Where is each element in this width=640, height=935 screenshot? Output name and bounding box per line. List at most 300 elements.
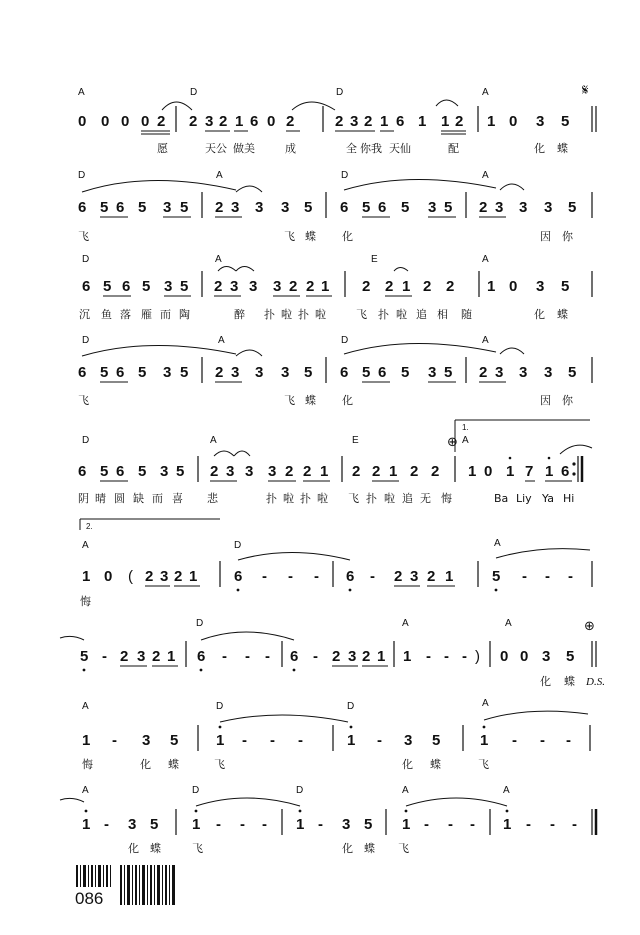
lyric: 化 — [342, 842, 353, 855]
svg-text:3: 3 — [428, 364, 437, 381]
svg-text:5: 5 — [142, 278, 151, 295]
svg-text:3: 3 — [281, 364, 290, 381]
chord-symbol: A — [82, 785, 89, 796]
lyric: 鱼 — [101, 308, 112, 321]
chord-symbol: D — [341, 335, 349, 346]
lyric: 雁 — [141, 308, 152, 321]
chord-symbol: D — [234, 540, 242, 551]
svg-text:3: 3 — [163, 364, 172, 381]
lyric: 蝶 — [305, 394, 316, 407]
lyric: 做美 — [233, 142, 255, 155]
lyric: 化 — [534, 142, 545, 155]
svg-text:2: 2 — [306, 278, 315, 295]
lyric: 圆 — [114, 492, 125, 505]
svg-text:3: 3 — [249, 278, 258, 295]
chord-symbol: A — [402, 785, 409, 796]
chord-symbol: D — [78, 170, 86, 181]
lyric: 飞 — [356, 308, 367, 321]
svg-text:6: 6 — [340, 199, 349, 216]
svg-text:2: 2 — [427, 568, 436, 585]
svg-text:1: 1 — [235, 113, 244, 130]
svg-text:5: 5 — [444, 364, 453, 381]
lyric: 相 — [437, 308, 448, 321]
svg-text:3: 3 — [205, 113, 214, 130]
system-3 — [79, 254, 592, 321]
lyric: 蝶 — [168, 758, 179, 771]
svg-text:1: 1 — [468, 463, 477, 480]
chord-symbol: A — [482, 87, 489, 98]
svg-text:-: - — [265, 648, 270, 665]
svg-text:3: 3 — [536, 113, 545, 130]
svg-text:1: 1 — [167, 648, 176, 665]
chord-symbol: D — [216, 701, 224, 712]
svg-text:2: 2 — [410, 463, 419, 480]
svg-text:0: 0 — [104, 568, 113, 585]
volta-2-label: 2. — [86, 522, 93, 531]
svg-text:5: 5 — [170, 732, 179, 749]
svg-text:2: 2 — [152, 648, 161, 665]
lyric: 扑 — [266, 492, 277, 505]
lyric: 喜 — [172, 492, 183, 505]
svg-text:3: 3 — [350, 113, 359, 130]
lyric: 蝶 — [364, 842, 375, 855]
svg-text:5: 5 — [150, 816, 159, 833]
lyric: 扑 — [264, 308, 275, 321]
svg-text:-: - — [540, 732, 545, 749]
svg-text:6: 6 — [78, 463, 87, 480]
svg-text:-: - — [112, 732, 117, 749]
svg-text:3: 3 — [519, 364, 528, 381]
svg-text:2: 2 — [145, 568, 154, 585]
lyric: 落 — [120, 308, 131, 321]
svg-text:-: - — [448, 816, 453, 833]
svg-text:1: 1 — [506, 463, 515, 480]
svg-text:1: 1 — [192, 816, 201, 833]
lyric: 飞 — [78, 394, 89, 407]
svg-text:5: 5 — [362, 199, 371, 216]
note-row — [78, 456, 582, 482]
svg-text:6: 6 — [197, 648, 206, 665]
svg-text:3: 3 — [137, 648, 146, 665]
svg-text:5: 5 — [138, 364, 147, 381]
svg-text:-: - — [470, 816, 475, 833]
svg-text:2: 2 — [174, 568, 183, 585]
chord-symbol: A — [215, 254, 222, 265]
lyric: 醉 — [234, 308, 245, 321]
svg-text:5: 5 — [100, 199, 109, 216]
coda-sign: ⊕ — [447, 435, 458, 450]
svg-text:0: 0 — [101, 113, 110, 130]
svg-text:-: - — [462, 648, 467, 665]
svg-text:3: 3 — [542, 648, 551, 665]
lyric: 化 — [534, 308, 545, 321]
svg-text:6: 6 — [346, 568, 355, 585]
svg-text:-: - — [102, 648, 107, 665]
svg-text:5: 5 — [561, 278, 570, 295]
svg-text:5: 5 — [492, 568, 501, 585]
lyric: 飞 — [398, 842, 409, 855]
lyric: 缺 — [133, 492, 144, 505]
lyric: 晴 — [95, 492, 106, 505]
svg-text:5: 5 — [103, 278, 112, 295]
svg-text:-: - — [550, 816, 555, 833]
svg-text:3: 3 — [255, 199, 264, 216]
lyric: 而 — [152, 492, 163, 505]
svg-text:2: 2 — [286, 113, 295, 130]
svg-text:2: 2 — [455, 113, 464, 130]
system-7 — [60, 618, 605, 688]
svg-text:2: 2 — [120, 648, 129, 665]
svg-text:3: 3 — [428, 199, 437, 216]
svg-text:-: - — [242, 732, 247, 749]
svg-text:2: 2 — [362, 278, 371, 295]
svg-text:5: 5 — [568, 199, 577, 216]
system-2 — [78, 170, 592, 243]
lyric: 啦 — [396, 308, 407, 321]
svg-text:-: - — [566, 732, 571, 749]
svg-text:-: - — [526, 816, 531, 833]
lyric: Hi — [563, 492, 575, 505]
svg-text:-: - — [245, 648, 250, 665]
lyric: 飞 — [284, 394, 295, 407]
svg-text:1: 1 — [321, 278, 330, 295]
svg-text:1: 1 — [445, 568, 454, 585]
svg-text:6: 6 — [561, 463, 570, 480]
chord-symbol: D — [190, 87, 198, 98]
chord-symbol: A — [482, 335, 489, 346]
svg-text:0: 0 — [520, 648, 529, 665]
svg-text:0: 0 — [484, 463, 493, 480]
svg-text:3: 3 — [128, 816, 137, 833]
lyric: 蝶 — [430, 758, 441, 771]
svg-text:6: 6 — [82, 278, 91, 295]
svg-text:1: 1 — [441, 113, 450, 130]
svg-text:-: - — [545, 568, 550, 585]
svg-text:2: 2 — [479, 199, 488, 216]
svg-text:1: 1 — [82, 568, 91, 585]
note-row — [82, 725, 590, 751]
svg-text:2: 2 — [210, 463, 219, 480]
svg-text:3: 3 — [231, 364, 240, 381]
chord-symbol: D — [336, 87, 344, 98]
chord-symbol: D — [347, 701, 355, 712]
chord-symbol: A — [82, 540, 89, 551]
svg-text:1: 1 — [377, 648, 386, 665]
lyric: 追 — [416, 308, 427, 321]
chord-symbol: A — [482, 698, 489, 709]
ds-marking: D.S. — [586, 676, 605, 688]
svg-text:6: 6 — [250, 113, 259, 130]
lyric: 阴 — [78, 492, 89, 505]
svg-text:2: 2 — [214, 278, 223, 295]
svg-text:-: - — [426, 648, 431, 665]
lyric: Liy — [516, 492, 532, 505]
svg-text:-: - — [522, 568, 527, 585]
svg-text:7: 7 — [525, 463, 534, 480]
svg-text:5: 5 — [100, 364, 109, 381]
lyric: 飞 — [348, 492, 359, 505]
svg-text:-: - — [568, 568, 573, 585]
svg-text:5: 5 — [444, 199, 453, 216]
svg-text:1: 1 — [216, 732, 225, 749]
svg-text:6: 6 — [378, 364, 387, 381]
svg-text:1: 1 — [402, 816, 411, 833]
note-row — [78, 106, 596, 132]
svg-text:0: 0 — [267, 113, 276, 130]
lyric: 随 — [461, 308, 472, 321]
lyric: 扑 — [378, 308, 389, 321]
svg-text:3: 3 — [231, 199, 240, 216]
svg-text:1: 1 — [403, 648, 412, 665]
coda-sign: ⊕ — [584, 619, 595, 634]
svg-text:-: - — [444, 648, 449, 665]
svg-text:0: 0 — [509, 278, 518, 295]
lyric: 而 — [160, 308, 171, 321]
lyric: 你我 — [360, 142, 382, 155]
lyric: 蝶 — [557, 308, 568, 321]
svg-text:1: 1 — [487, 113, 496, 130]
svg-text:-: - — [104, 816, 109, 833]
svg-text:2: 2 — [285, 463, 294, 480]
lyric: 扑 — [366, 492, 377, 505]
svg-text:2: 2 — [303, 463, 312, 480]
svg-text:3: 3 — [536, 278, 545, 295]
svg-text:1: 1 — [82, 816, 91, 833]
system-1 — [78, 81, 596, 155]
svg-text:1: 1 — [320, 463, 329, 480]
svg-text:3: 3 — [245, 463, 254, 480]
lyric: 飞 — [192, 842, 203, 855]
chord-symbol: D — [82, 254, 90, 265]
note-row — [80, 641, 596, 667]
lyric: 飞 — [284, 230, 295, 243]
svg-text:5: 5 — [304, 364, 313, 381]
chord-symbol: A — [402, 618, 409, 629]
lyric: 无 — [420, 492, 431, 505]
svg-text:6: 6 — [340, 364, 349, 381]
svg-text:6: 6 — [116, 364, 125, 381]
svg-text:3: 3 — [404, 732, 413, 749]
chord-symbol: D — [192, 785, 200, 796]
svg-text:1: 1 — [503, 816, 512, 833]
svg-text:-: - — [377, 732, 382, 749]
svg-text:-: - — [222, 648, 227, 665]
chord-symbol: A — [462, 435, 469, 446]
svg-text:3: 3 — [544, 199, 553, 216]
svg-text:0: 0 — [78, 113, 87, 130]
svg-text:2: 2 — [189, 113, 198, 130]
note-row — [78, 192, 592, 218]
svg-text:0: 0 — [141, 113, 150, 130]
svg-text:5: 5 — [364, 816, 373, 833]
lyric: 化 — [402, 758, 413, 771]
chord-symbol: D — [341, 170, 349, 181]
svg-text:-: - — [288, 568, 293, 585]
lyric: 陶 — [179, 308, 190, 321]
chord-symbol: E — [371, 254, 378, 265]
lyric: 全 — [346, 142, 357, 155]
svg-text:2: 2 — [479, 364, 488, 381]
svg-text:6: 6 — [116, 199, 125, 216]
svg-text:-: - — [314, 568, 319, 585]
svg-text:-: - — [298, 732, 303, 749]
svg-text:1: 1 — [296, 816, 305, 833]
svg-text:3: 3 — [160, 463, 169, 480]
lyric: 扑 — [298, 308, 309, 321]
svg-text:3: 3 — [410, 568, 419, 585]
lyric: 化 — [540, 675, 551, 688]
svg-text:-: - — [313, 648, 318, 665]
svg-text:3: 3 — [544, 364, 553, 381]
svg-text:5: 5 — [401, 364, 410, 381]
lyric: 化 — [140, 758, 151, 771]
svg-text:0: 0 — [121, 113, 130, 130]
svg-text:1: 1 — [545, 463, 554, 480]
lyric: 飞 — [214, 758, 225, 771]
svg-text:1: 1 — [380, 113, 389, 130]
svg-text:5: 5 — [100, 463, 109, 480]
lyric: 化 — [342, 230, 353, 243]
lyric: 啦 — [281, 308, 292, 321]
svg-text:5: 5 — [432, 732, 441, 749]
svg-text:2: 2 — [215, 199, 224, 216]
lyric: Ba — [494, 492, 509, 505]
svg-text:5: 5 — [138, 199, 147, 216]
svg-text:2: 2 — [289, 278, 298, 295]
svg-text:5: 5 — [138, 463, 147, 480]
page-number: 086 — [75, 889, 104, 908]
lyric: 化 — [342, 394, 353, 407]
svg-text:6: 6 — [396, 113, 405, 130]
lyric: 飞 — [78, 230, 89, 243]
svg-text:3: 3 — [495, 364, 504, 381]
lyric: 啦 — [283, 492, 294, 505]
svg-text:-: - — [240, 816, 245, 833]
chord-symbol: A — [494, 538, 501, 549]
svg-text:5: 5 — [561, 113, 570, 130]
note-row — [82, 271, 592, 297]
svg-text:5: 5 — [566, 648, 575, 665]
svg-text:1: 1 — [418, 113, 427, 130]
lyric: 天公 — [205, 142, 227, 155]
system-5 — [78, 420, 592, 505]
chord-symbol: A — [78, 87, 85, 98]
svg-text:-: - — [270, 732, 275, 749]
chord-symbol: A — [216, 170, 223, 181]
svg-text:0: 0 — [509, 113, 518, 130]
svg-text:-: - — [216, 816, 221, 833]
svg-text:-: - — [572, 816, 577, 833]
svg-text:2: 2 — [215, 364, 224, 381]
svg-text:2: 2 — [157, 113, 166, 130]
system-6 — [80, 519, 592, 608]
svg-text:2: 2 — [362, 648, 371, 665]
svg-text:1: 1 — [347, 732, 356, 749]
lyric: 飞 — [478, 758, 489, 771]
chord-symbol: A — [503, 785, 510, 796]
svg-text:0: 0 — [500, 648, 509, 665]
lyric: 蝶 — [557, 142, 568, 155]
svg-text:5: 5 — [80, 648, 89, 665]
lyric: 蝶 — [564, 675, 575, 688]
note-row — [82, 561, 592, 587]
note-row — [82, 809, 596, 835]
lyric: 啦 — [315, 308, 326, 321]
chord-symbol: A — [82, 701, 89, 712]
svg-text:3: 3 — [281, 199, 290, 216]
svg-text:-: - — [512, 732, 517, 749]
system-8 — [82, 698, 590, 771]
svg-text:2: 2 — [431, 463, 440, 480]
svg-text:5: 5 — [362, 364, 371, 381]
svg-text:3: 3 — [495, 199, 504, 216]
svg-text:6: 6 — [78, 364, 87, 381]
svg-text:5: 5 — [304, 199, 313, 216]
svg-text:2: 2 — [446, 278, 455, 295]
lyric: 悔 — [441, 492, 452, 505]
svg-text:1: 1 — [487, 278, 496, 295]
lyric: 你 — [562, 230, 573, 243]
chord-symbol: A — [210, 435, 217, 446]
svg-text:5: 5 — [180, 364, 189, 381]
svg-text:5: 5 — [176, 463, 185, 480]
chord-symbol: D — [296, 785, 304, 796]
segno-sign: 𝄋 — [582, 81, 589, 99]
svg-text:-: - — [318, 816, 323, 833]
svg-text:3: 3 — [342, 816, 351, 833]
svg-text:2: 2 — [372, 463, 381, 480]
svg-text:1: 1 — [402, 278, 411, 295]
svg-text:1: 1 — [189, 568, 198, 585]
svg-text:5: 5 — [568, 364, 577, 381]
svg-text:2: 2 — [423, 278, 432, 295]
svg-text:3: 3 — [519, 199, 528, 216]
system-9 — [60, 785, 596, 855]
svg-text:3: 3 — [273, 278, 282, 295]
svg-text:2: 2 — [394, 568, 403, 585]
svg-text:5: 5 — [180, 278, 189, 295]
svg-text:1: 1 — [480, 732, 489, 749]
chord-symbol: A — [482, 170, 489, 181]
svg-text:2: 2 — [332, 648, 341, 665]
svg-text:2: 2 — [352, 463, 361, 480]
lyric: 沉 — [79, 308, 90, 321]
svg-text:5: 5 — [401, 199, 410, 216]
svg-text:2: 2 — [219, 113, 228, 130]
svg-text:3: 3 — [255, 364, 264, 381]
svg-text:6: 6 — [234, 568, 243, 585]
chord-symbol: E — [352, 435, 359, 446]
lyric: 化 — [128, 842, 139, 855]
lyric: 扑 — [300, 492, 311, 505]
lyric: 啦 — [317, 492, 328, 505]
lyric: 悲 — [207, 492, 218, 505]
svg-text:-: - — [370, 568, 375, 585]
svg-text:6: 6 — [378, 199, 387, 216]
chord-symbol: D — [82, 435, 90, 446]
chord-symbol: A — [218, 335, 225, 346]
svg-text:3: 3 — [163, 199, 172, 216]
svg-text:6: 6 — [122, 278, 131, 295]
lyric: 成 — [285, 142, 296, 155]
lyric: 配 — [448, 142, 459, 155]
system-4 — [78, 335, 592, 407]
svg-text:3: 3 — [268, 463, 277, 480]
lyric: Ya — [542, 492, 554, 505]
lyric: 蝶 — [305, 230, 316, 243]
svg-text:-: - — [262, 568, 267, 585]
svg-text:5: 5 — [180, 199, 189, 216]
